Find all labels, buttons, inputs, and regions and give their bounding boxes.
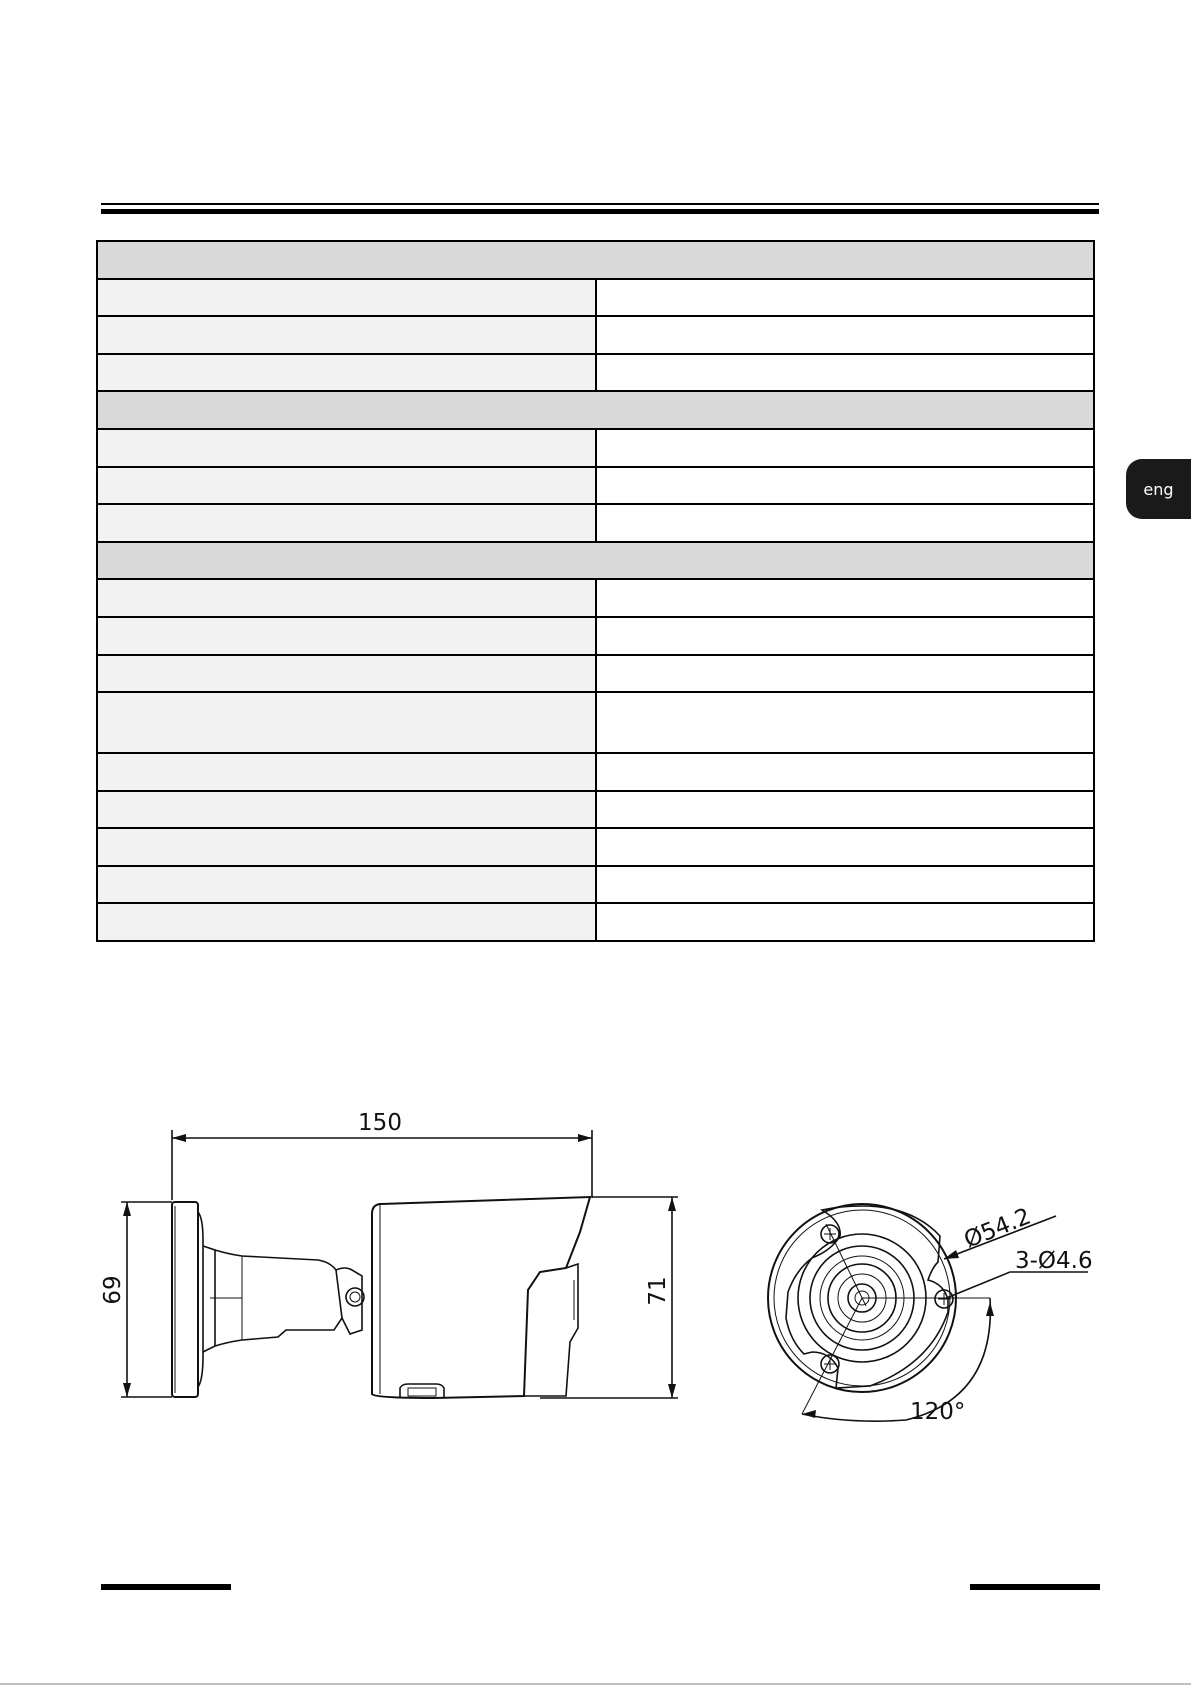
camera-base-view [768, 1204, 1088, 1421]
table-row [97, 903, 1094, 941]
hole-leader [944, 1272, 1088, 1299]
table-row [97, 429, 1094, 467]
right-height-label: 71 [645, 1276, 671, 1306]
language-tab[interactable] [1126, 459, 1191, 519]
table-row [97, 617, 1094, 655]
footer-rule-left [101, 1584, 231, 1590]
mount-base [203, 1246, 215, 1352]
arrow-head [986, 1302, 994, 1316]
arrow-head [668, 1197, 676, 1211]
wall-plate [172, 1202, 198, 1397]
table-row [97, 753, 1094, 791]
diameter-label: Ø54.2 [960, 1203, 1035, 1254]
spec-table [96, 240, 1095, 942]
table-row [97, 467, 1094, 505]
footer-rule-right [970, 1584, 1100, 1590]
arrow-head [123, 1383, 131, 1397]
table-row [97, 579, 1094, 617]
arrow-head [578, 1134, 592, 1142]
left-height-label: 69 [100, 1275, 126, 1305]
language-tab-label: eng [1143, 479, 1174, 499]
table-row [97, 655, 1094, 693]
joint-screw-inner [350, 1292, 360, 1302]
header-rule-thin [101, 203, 1099, 205]
table-section-header [97, 542, 1094, 580]
bottom-bracket-slot [408, 1388, 436, 1396]
header-rule-thick [101, 209, 1099, 214]
table-row [97, 316, 1094, 354]
camera-housing [372, 1197, 590, 1398]
table-row [97, 504, 1094, 542]
hole-label: 3-Ø4.6 [1015, 1248, 1093, 1274]
table-section-header [97, 391, 1094, 429]
arrow-head [668, 1384, 676, 1398]
table-row [97, 354, 1094, 392]
dimension-drawing [0, 1080, 1191, 1440]
table-section-header [97, 241, 1094, 279]
table-row [97, 692, 1094, 753]
arrow-head [123, 1202, 131, 1216]
camera-side-view [121, 1130, 678, 1398]
table-row [97, 828, 1094, 866]
arrow-head [172, 1134, 186, 1142]
table-row [97, 791, 1094, 829]
table-row [97, 279, 1094, 317]
angle-label: 120° [910, 1399, 966, 1425]
width-dimension-label: 150 [358, 1110, 402, 1136]
arrow-head [802, 1410, 816, 1418]
table-row [97, 866, 1094, 904]
